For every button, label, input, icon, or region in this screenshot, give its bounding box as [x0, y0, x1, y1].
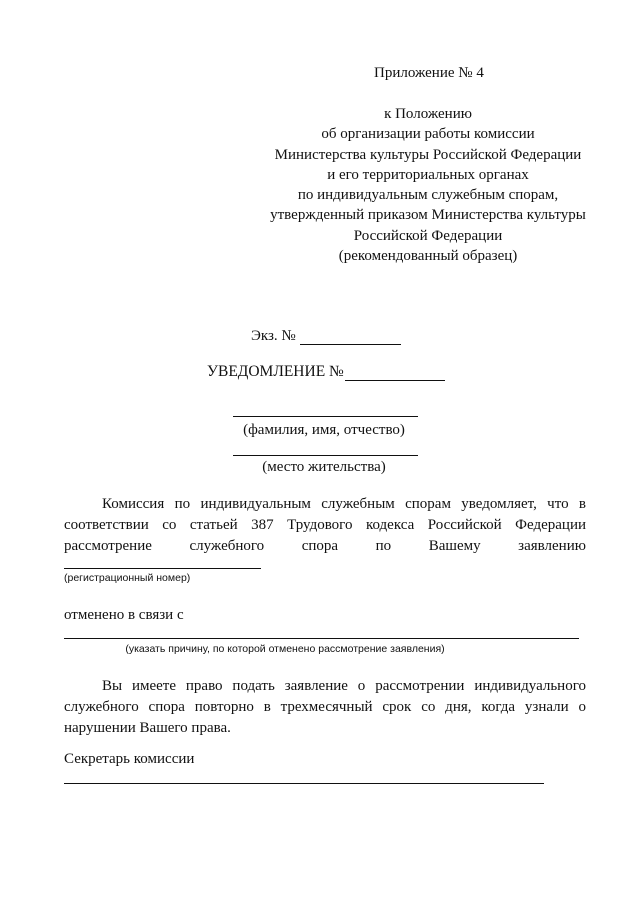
header-line: (рекомендованный образец) [338, 248, 518, 264]
header-line: по индивидуальным служебным спорам, [297, 187, 559, 203]
rights-line: Вы имеете право подать заявление о рассмотрении индивидуального [102, 678, 586, 694]
residence-blank [233, 455, 418, 456]
header-line: Министерства культуры Российской Федерации [274, 147, 582, 163]
header-line: утвержденный приказом Министерства культуры [270, 207, 586, 223]
body-line-3 [64, 537, 586, 555]
header-line: об организации работы комиссии [321, 126, 535, 142]
body-line: соответствии со статьей 387 Трудового кодекса Российской Федерации [64, 517, 586, 533]
header-line: Российской Федерации [353, 228, 503, 244]
body-word: служебного [189, 538, 265, 554]
body-line: Комиссия по индивидуальным служебным спорам уведомляет, что в [102, 496, 586, 512]
reg-number-caption: (регистрационный номер) [64, 572, 191, 584]
fio-caption: (фамилия, имя, отчество) [243, 422, 405, 438]
cancelled-label: отменено в связи с [64, 607, 184, 623]
header-line: к Положению [384, 106, 472, 122]
body-word: рассмотрение [64, 538, 152, 554]
reason-caption: (указать причину, по которой отменено рассмотрение заявления) [125, 643, 445, 655]
copy-number-blank [300, 344, 401, 345]
rights-line: нарушении Вашего права. [64, 720, 231, 736]
secretary-signature-blank [64, 783, 544, 784]
copy-number-label: Экз. № [251, 328, 296, 344]
body-word: Вашему [428, 538, 481, 554]
notice-number-blank [345, 380, 445, 381]
residence-caption: (место жительства) [262, 459, 386, 475]
header-line: и его территориальных органах [327, 167, 529, 183]
body-word: заявлению [518, 538, 586, 554]
fio-blank [233, 416, 418, 417]
reason-blank [64, 638, 579, 639]
notice-title: УВЕДОМЛЕНИЕ № [207, 363, 344, 380]
rights-line: служебного спора повторно в трехмесячный срок со дня, когда узнали о [64, 699, 586, 715]
secretary-label: Секретарь комиссии [64, 751, 195, 767]
appendix-number: Приложение № 4 [374, 65, 484, 81]
body-word: спора [301, 538, 339, 554]
body-word: по [375, 538, 392, 554]
reg-number-blank [64, 568, 261, 569]
